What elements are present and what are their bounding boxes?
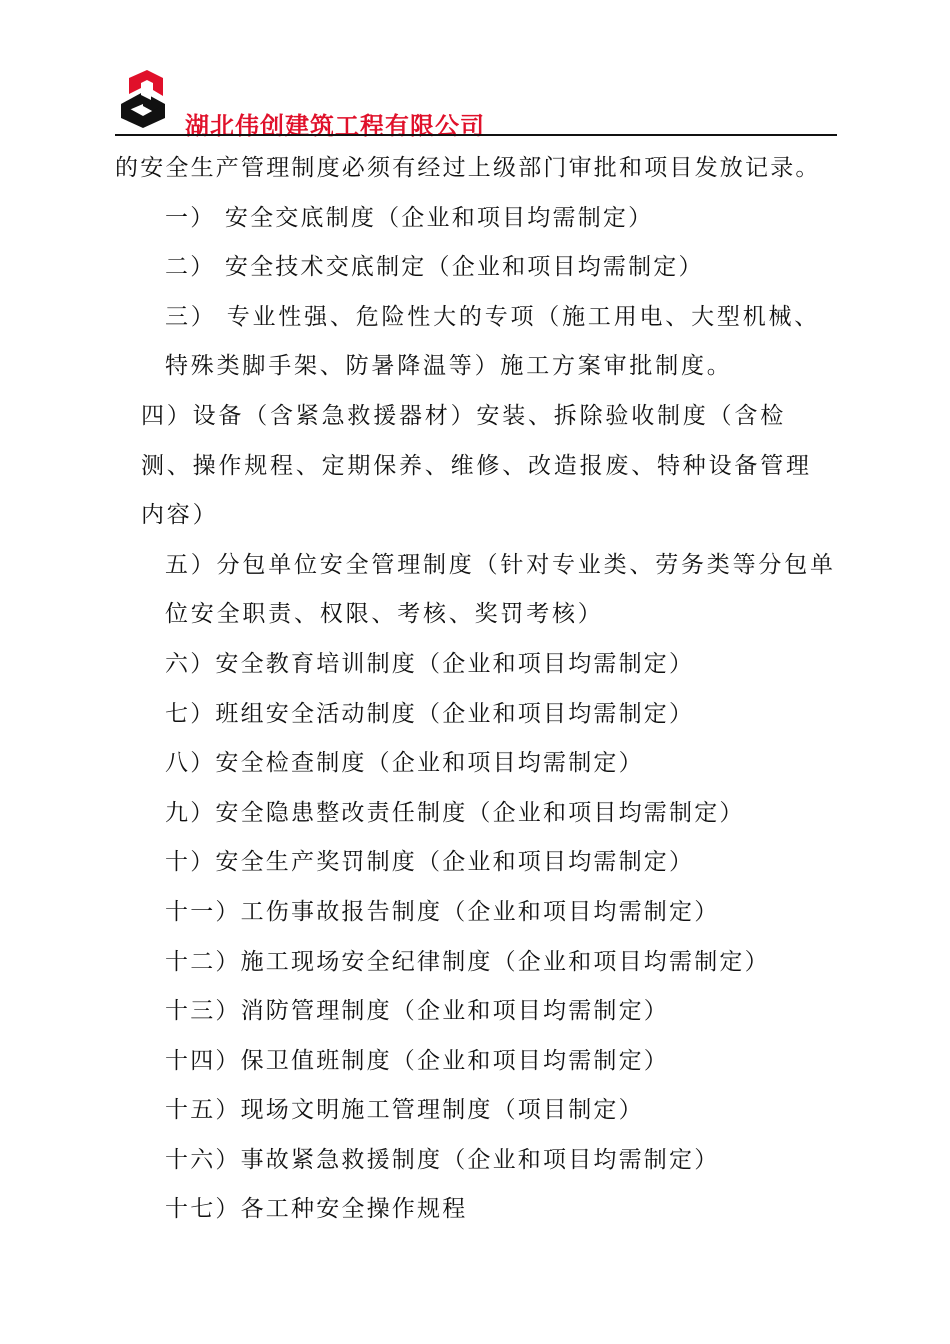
list-item: 九）安全隐患整改责任制度（企业和项目均需制定） (165, 799, 745, 826)
list-item: 十五）现场文明施工管理制度（项目制定） (165, 1097, 644, 1124)
company-logo-icon (115, 70, 173, 128)
list-item: 十二）施工现场安全纪律制度（企业和项目均需制定） (165, 948, 770, 975)
list-item: 七）班组安全活动制度（企业和项目均需制定） (165, 700, 695, 727)
document-body (115, 144, 837, 1235)
page-header (115, 62, 837, 138)
list-item: 三） 专业性强、危险性大的专项（施工用电、大型机械、特殊类脚手架、防暑降温等）施工方案审批制度。 (165, 303, 821, 380)
body-paragraph: 的安全生产管理制度必须有经过上级部门审批和项目发放记录。 (115, 155, 821, 181)
list-item: 十四）保卫值班制度（企业和项目均需制定） (165, 1047, 669, 1074)
list-item: 四）设备（含紧急救援器材）安装、拆除验收制度（含检测、操作规程、定期保养、维修、改造报废、特种设备管理内容） (141, 402, 812, 529)
list-item: 八）安全检查制度（企业和项目均需制定） (165, 750, 644, 777)
list-item: 二） 安全技术交底制定（企业和项目均需制定） (165, 254, 704, 281)
list-item: 十一）工伤事故报告制度（企业和项目均需制定） (165, 898, 720, 925)
list-item: 十）安全生产奖罚制度（企业和项目均需制定） (165, 849, 695, 876)
header-divider (115, 134, 837, 136)
list-item: 十三）消防管理制度（企业和项目均需制定） (165, 998, 669, 1025)
list-item: 六）安全教育培训制度（企业和项目均需制定） (165, 650, 695, 677)
company-name: 湖北伟创建筑工程有限公司 (185, 112, 485, 140)
list-item: 十七）各工种安全操作规程 (165, 1196, 468, 1223)
list-item: 十六）事故紧急救援制度（企业和项目均需制定） (165, 1146, 720, 1173)
list-item: 一） 安全交底制度（企业和项目均需制定） (165, 204, 654, 231)
list-item: 五）分包单位安全管理制度（针对专业类、劳务类等分包单位安全职责、权限、考核、奖罚考核） (165, 551, 836, 628)
